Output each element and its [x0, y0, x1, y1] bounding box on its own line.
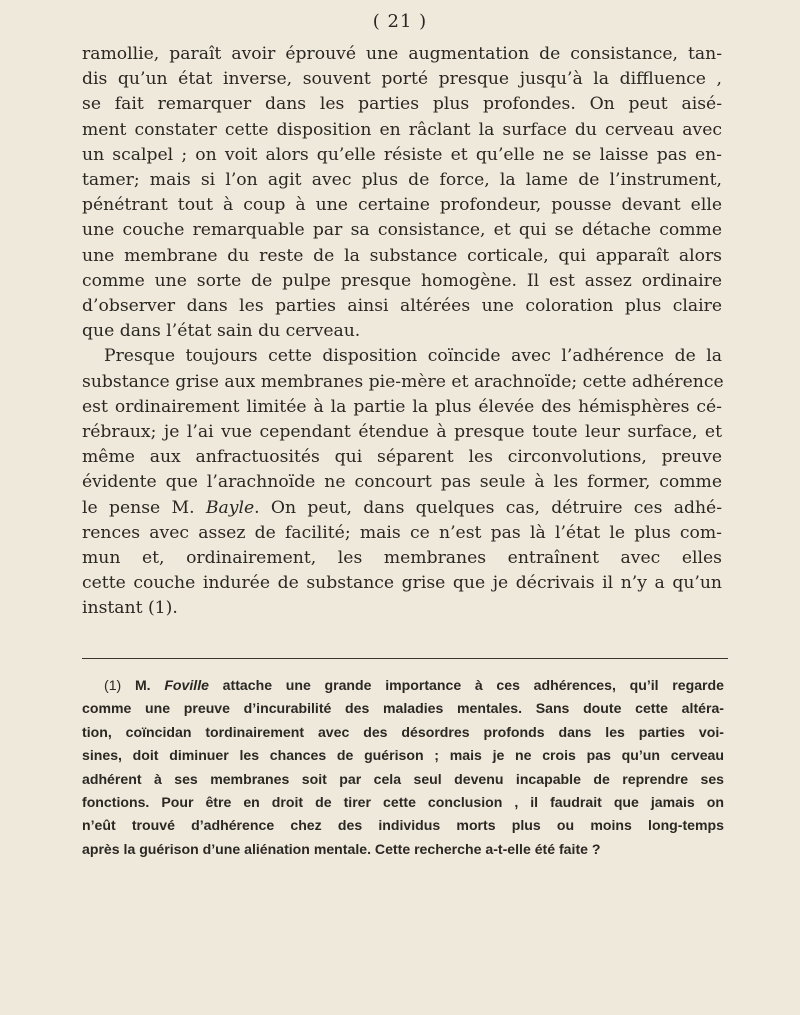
paragraph-1 [82, 42, 722, 344]
text-line: un scalpel ; on voit alors qu’elle résiste et qu’elle ne se laisse pas en- [82, 144, 722, 165]
text-line: comme une sorte de pulpe presque homogène. Il est assez ordinaire [82, 270, 722, 291]
author-name: Bayle [205, 497, 255, 518]
text-line: ramollie, paraît avoir éprouvé une augmentation de consistance, tan- [82, 44, 722, 64]
text-segment: M. [121, 677, 165, 693]
text-line: ment constater cette disposition en râclant la surface du cerveau avec [82, 119, 722, 140]
text-line: une couche remarquable par sa consistance, et qui se détache comme [82, 220, 722, 241]
text-line: que dans l’état sain du cerveau. [82, 321, 361, 342]
text-line: tamer; mais si l’on agit avec plus de force, la lame de l’instrument, [82, 170, 722, 191]
text-line: mun et, ordinairement, les membranes entraînent avec elles [82, 548, 722, 569]
text-line: rences avec assez de facilité; mais ce n’est pas là l’état le plus com- [82, 522, 722, 543]
main-text [82, 42, 722, 622]
text-line: se fait remarquer dans les parties plus profondes. On peut aisé- [82, 94, 722, 115]
text-segment: attache une grande importance à ces adhérences, qu’il regarde [208, 677, 724, 693]
footnote-line: tion, coïncidan tordinairement avec des désordres profonds dans les parties voi- [82, 723, 724, 740]
footnote-line: après la guérison d’une aliénation mentale. Cette recherche a-t-elle été faite ? [82, 840, 601, 857]
text-line: Presque toujours cette disposition coïncide avec l’adhérence de la [104, 346, 722, 367]
text-segment: le pense M. [82, 497, 206, 518]
text-line: pénétrant tout à coup à une certaine profondeur, pousse devant elle [82, 195, 722, 216]
footnote-line: sines, doit diminuer les chances de guérison ; mais je ne crois pas qu’un cerveau [82, 747, 724, 764]
footnote-divider [82, 658, 728, 659]
footnote-line: n’eût trouvé d’adhérence chez des individus morts plus ou moins long-temps [82, 817, 724, 834]
page-number: ( 21 ) [372, 11, 428, 32]
footnote-line: adhérent à ses membranes soit par cela seul devenu incapable de reprendre ses [82, 770, 724, 787]
text-line: est ordinairement limitée à la partie la plus élevée des hémisphères cé- [82, 396, 722, 417]
footnote-line: comme une preuve d’incurabilité des maladies mentales. Sans doute cette altéra- [82, 700, 724, 717]
text-line: instant (1). [82, 598, 178, 619]
text-segment: . On peut, dans quelques cas, détruire ces adhé- [254, 497, 722, 518]
text-line: d’observer dans les parties ainsi altérées une coloration plus claire [82, 296, 722, 317]
text-line [82, 496, 722, 521]
footnote [82, 674, 724, 861]
author-name: Foville [164, 677, 209, 693]
text-line: rébraux; je l’ai vue cependant étendue à presque toute leur surface, et [82, 422, 722, 443]
text-line: évidente que l’arachnoïde ne concourt pas seule à les former, comme [82, 472, 722, 493]
paragraph-2 [82, 344, 722, 621]
text-line: une membrane du reste de la substance corticale, qui apparaît alors [82, 245, 722, 266]
text-line: dis qu’un état inverse, souvent porté presque jusqu’à la diffluence , [82, 69, 722, 90]
text-line: cette couche indurée de substance grise que je décrivais il n’y a qu’un [82, 573, 722, 594]
footnote-marker: (1) [104, 677, 122, 693]
text-line: substance grise aux membranes pie-mère et arachnoïde; cette adhérence [82, 371, 724, 392]
footnote-line [82, 674, 724, 697]
text-line: même aux anfractuosités qui séparent les circonvolutions, preuve [82, 447, 722, 468]
footnote-line: fonctions. Pour être en droit de tirer cette conclusion , il faudrait que jamais on [82, 794, 724, 811]
